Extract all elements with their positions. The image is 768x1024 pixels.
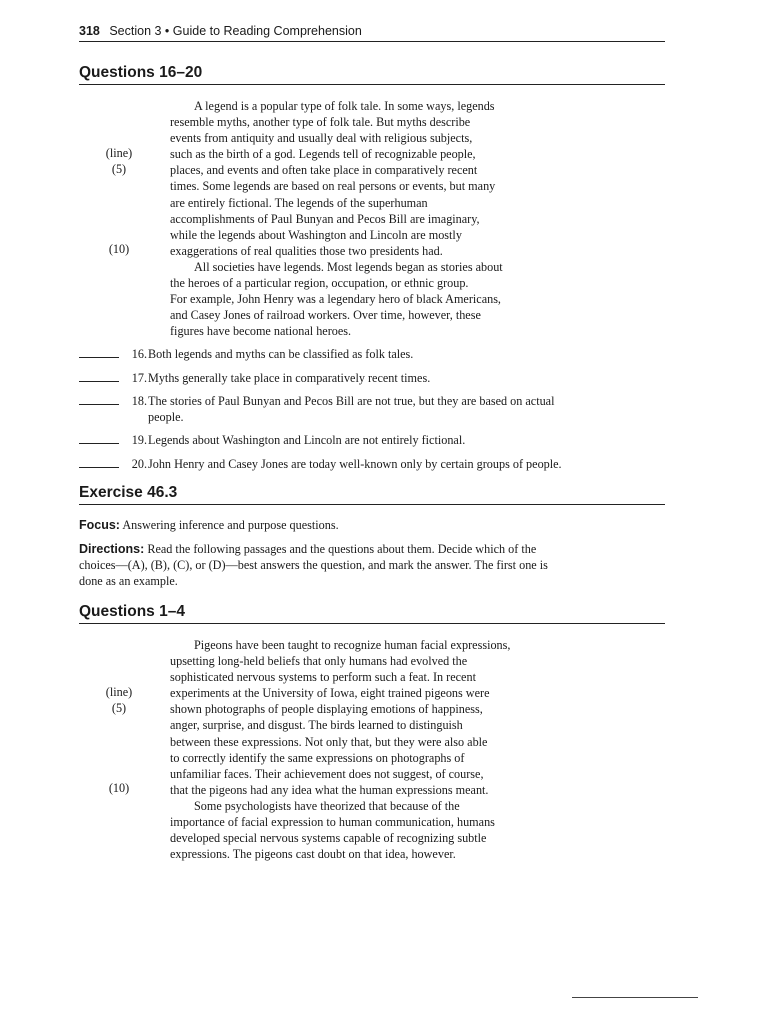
passage-line: resemble myths, another type of folk tale. But myths describe	[170, 115, 471, 130]
question-text: John Henry and Casey Jones are today well-known only by certain groups of people.	[148, 457, 562, 471]
question-17	[79, 370, 639, 386]
passage-line: accomplishments of Paul Bunyan and Pecos Bill are imaginary,	[170, 211, 480, 226]
answer-blank[interactable]	[79, 357, 119, 358]
question-number: 20.	[131, 457, 147, 471]
questions-1-4-heading: Questions 1–4	[79, 603, 665, 624]
line-number-10: (10)	[108, 242, 130, 256]
passage-line: events from antiquity and usually deal with religious subjects,	[170, 131, 473, 146]
directions-text: done as an example.	[79, 574, 178, 588]
question-16	[79, 346, 639, 362]
question-18	[79, 393, 639, 425]
passage-line: times. Some legends are based on real persons or events, but many	[170, 179, 496, 194]
legend-passage	[170, 98, 590, 339]
question-number: 19.	[131, 433, 147, 447]
line-label: (line)	[105, 146, 133, 160]
passage-line: exaggerations of real qualities those two presidents had.	[170, 243, 443, 258]
question-number: 16.	[131, 347, 147, 361]
passage-line: while the legends about Washington and Lincoln are mostly	[170, 227, 462, 242]
directions-label: Directions:	[79, 542, 145, 556]
passage-line: All societies have legends. Most legends began as stories about	[194, 259, 503, 274]
passage-line: experiments at the University of Iowa, eight trained pigeons were	[170, 686, 490, 701]
passage-line: upsetting long-held beliefs that only humans had evolved the	[170, 654, 468, 669]
question-text: Both legends and myths can be classified as folk tales.	[148, 347, 414, 361]
page-number: 318	[79, 24, 100, 38]
passage-line: importance of facial expression to human communication, humans	[170, 815, 495, 830]
line-number-5: (5)	[111, 701, 127, 715]
question-number: 18.	[131, 394, 147, 408]
focus-paragraph	[79, 517, 639, 533]
passage-line: such as the birth of a god. Legends tell of recognizable people,	[170, 147, 476, 162]
passage-line: unfamiliar faces. Their achievement does not suggest, of course,	[170, 766, 484, 781]
passage-line: are entirely fictional. The legends of the superhuman	[170, 195, 428, 210]
passage-line: Some psychologists have theorized that because of the	[194, 798, 460, 813]
passage-line: that the pigeons had any idea what the human expressions meant.	[170, 782, 489, 797]
question-text: Myths generally take place in comparatively recent times.	[148, 371, 431, 385]
focus-text: Answering inference and purpose questions.	[122, 518, 339, 532]
pigeon-passage	[170, 637, 590, 862]
answer-blank[interactable]	[79, 404, 119, 405]
question-text: The stories of Paul Bunyan and Pecos Bill are not true, but they are based on actual	[148, 394, 555, 408]
line-number-5: (5)	[111, 162, 127, 176]
passage-line: sophisticated nervous systems to perform such a feat. In recent	[170, 670, 476, 685]
answer-blank[interactable]	[79, 467, 119, 468]
exercise-heading: Exercise 46.3	[79, 484, 665, 505]
question-19	[79, 432, 639, 448]
question-text-continued: people.	[148, 410, 184, 424]
passage-line: shown photographs of people displaying emotions of happiness,	[170, 702, 483, 717]
questions-16-20-heading: Questions 16–20	[79, 64, 665, 85]
answer-blank[interactable]	[79, 381, 119, 382]
passage-line: figures have become national heroes.	[170, 324, 352, 339]
question-number: 17.	[131, 371, 147, 385]
passage-line: Pigeons have been taught to recognize human facial expressions,	[194, 638, 511, 652]
passage-line: the heroes of a particular region, occupation, or ethnic group.	[170, 276, 469, 291]
line-label: (line)	[105, 685, 133, 699]
passage-line: For example, John Henry was a legendary hero of black Americans,	[170, 292, 501, 307]
running-header	[79, 24, 665, 42]
running-title: Section 3 • Guide to Reading Comprehension	[109, 24, 362, 38]
passage-line: and Casey Jones of railroad workers. Over time, however, these	[170, 308, 481, 323]
passage-line: expressions. The pigeons cast doubt on that idea, however.	[170, 847, 456, 862]
passage-line: to correctly identify the same expressions on photographs of	[170, 750, 465, 765]
passage-line: places, and events and often take place in comparatively recent	[170, 163, 478, 178]
directions-text: choices—(A), (B), (C), or (D)—best answers the question, and mark the answer. The first one is	[79, 558, 548, 572]
passage-line: anger, surprise, and disgust. The birds learned to distinguish	[170, 718, 463, 733]
directions-paragraph	[79, 541, 639, 589]
question-text: Legends about Washington and Lincoln are not entirely fictional.	[148, 433, 466, 447]
passage-line: between these expressions. Not only that, but they were also able	[170, 734, 488, 749]
answer-blank[interactable]	[79, 443, 119, 444]
passage-line: developed special nervous systems capable of recognizing subtle	[170, 831, 487, 846]
question-20	[79, 456, 639, 472]
footer-rule	[572, 997, 698, 998]
focus-label: Focus:	[79, 518, 120, 532]
passage-line: A legend is a popular type of folk tale. In some ways, legends	[194, 99, 495, 113]
directions-text: Read the following passages and the questions about them. Decide which of the	[147, 542, 537, 556]
line-number-10: (10)	[108, 781, 130, 795]
